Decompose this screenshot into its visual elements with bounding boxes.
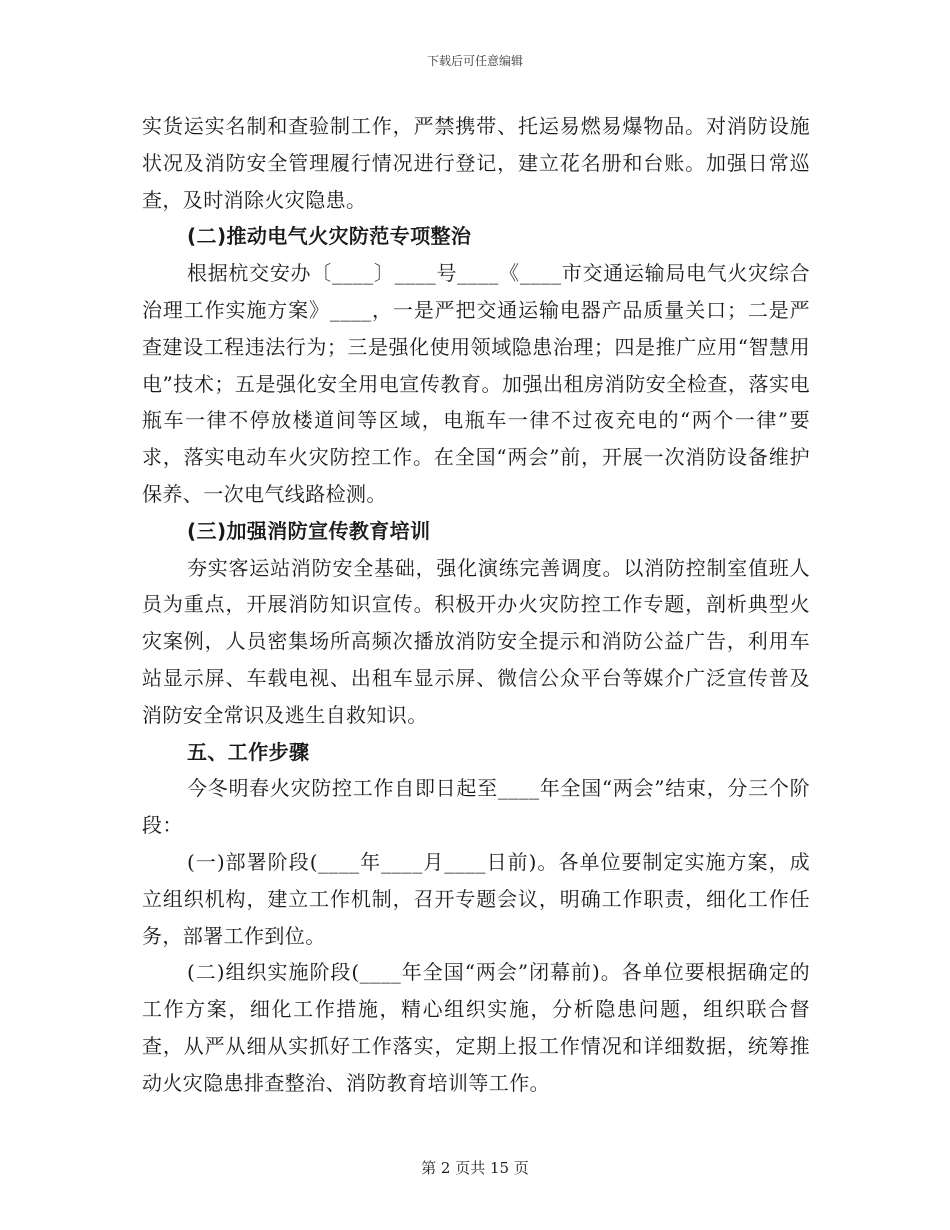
section-heading-2: (二)推动电气火灾防范专项整治 xyxy=(187,224,472,249)
paragraph-continued: 实货运实名制和查验制工作，严禁携带、托运易燃易爆物品。对消防设施状况及消防安全管理履行情况进行登记，建立花名册和台账。加强日常巡查，及时消除火灾隐患。 xyxy=(142,114,810,212)
paragraph-steps-intro: 今冬明春火灾防控工作自即日起至____年全国“两会”结束，分三个阶段： xyxy=(142,776,810,838)
section-heading-3: (三)加强消防宣传教育培训 xyxy=(187,518,431,543)
paragraph-training: 夯实客运站消防安全基础，强化演练完善调度。以消防控制室值班人员为重点，开展消防知识宣传。积极开办火灾防控工作专题，剖析典型火灾案例，人员密集场所高频次播放消防安全提示和消防公益广告，利用车站显示屏、车载电视、出租车显示屏、微信公众平台等媒介广泛宣传普及消防安全常识及逃生自救知识。 xyxy=(142,555,810,727)
paragraph-stage-2: (二)组织实施阶段(____年全国“两会”闭幕前)。各单位要根据确定的工作方案，细化工作措施，精心组织实施，分析隐患问题，组织联合督查，从严从细从实抓好工作落实，定期上报工作情况和详细数据，统筹推动火灾隐患排查整治、消防教育培训等工作。 xyxy=(142,960,810,1095)
paragraph-stage-1: (一)部署阶段(____年____月____日前)。各单位要制定实施方案，成立组织机构，建立工作机制，召开专题会议，明确工作职责，细化工作任务，部署工作到位。 xyxy=(142,849,810,948)
page-number: 第 2 页共 15 页 xyxy=(421,1159,529,1177)
section-heading-5: 五、工作步骤 xyxy=(187,739,310,764)
paragraph-electrical: 根据杭交安办〔____〕____号____《____市交通运输局电气火灾综合治理工作实施方案》____，一是严把交通运输电器产品质量关口；二是严查建设工程违法行为；三是强化使用领域隐患治理；四是推广应用“智慧用电”技术；五是强化安全用电宣传教育。加强出租房消防安全检查，落实电瓶车一律不停放楼道间等区域，电瓶车一律不过夜充电的“两个一律”要求，落实电动车火灾防控工作。在全国“两会”前，开展一次消防设备维护保养、一次电气线路检测。 xyxy=(142,261,810,506)
page-header-note: 下载后可任意编辑 xyxy=(426,54,523,68)
document-body xyxy=(142,108,810,1102)
